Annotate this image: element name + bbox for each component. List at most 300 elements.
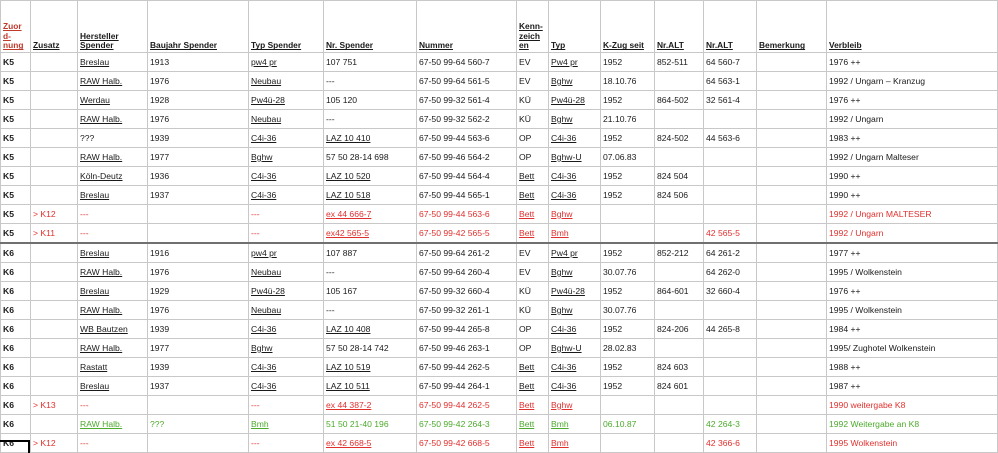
table-cell[interactable]: K6: [1, 434, 31, 453]
table-cell[interactable]: 57 50 28-14 742: [324, 339, 417, 358]
table-cell[interactable]: [757, 415, 827, 434]
table-cell[interactable]: Neubau: [249, 301, 324, 320]
table-cell[interactable]: Bghw: [549, 205, 601, 224]
table-cell[interactable]: Bett: [517, 396, 549, 415]
table-cell[interactable]: 32 660-4: [704, 282, 757, 301]
table-cell[interactable]: 1952: [601, 129, 655, 148]
table-cell[interactable]: 67-50 99-42 668-5: [417, 434, 517, 453]
table-row[interactable]: [1, 320, 998, 339]
table-cell[interactable]: Bett: [517, 415, 549, 434]
table-cell[interactable]: ex42 565-5: [324, 224, 417, 244]
table-cell[interactable]: RAW Halb.: [78, 339, 148, 358]
table-cell[interactable]: [655, 396, 704, 415]
table-cell[interactable]: 1977 ++: [827, 243, 998, 263]
column-header[interactable]: Nr. Spender: [324, 1, 417, 53]
table-cell[interactable]: RAW Halb.: [78, 110, 148, 129]
table-cell[interactable]: EV: [517, 243, 549, 263]
table-cell[interactable]: Bghw-U: [549, 339, 601, 358]
table-cell[interactable]: 64 563-1: [704, 72, 757, 91]
table-cell[interactable]: [757, 167, 827, 186]
table-cell[interactable]: Pw4ü-28: [549, 91, 601, 110]
table-cell[interactable]: 1952: [601, 243, 655, 263]
table-cell[interactable]: 1992 / Ungarn: [827, 224, 998, 244]
table-cell[interactable]: Pw4 pr: [549, 243, 601, 263]
table-cell[interactable]: K6: [1, 358, 31, 377]
table-cell[interactable]: 1952: [601, 167, 655, 186]
table-cell[interactable]: Bett: [517, 186, 549, 205]
table-cell[interactable]: K5: [1, 186, 31, 205]
table-cell[interactable]: C4i-36: [249, 320, 324, 339]
table-cell[interactable]: 1939: [148, 320, 249, 339]
table-cell[interactable]: [655, 205, 704, 224]
table-cell[interactable]: Bmh: [249, 415, 324, 434]
table-cell[interactable]: K5: [1, 205, 31, 224]
table-cell[interactable]: [757, 72, 827, 91]
table-cell[interactable]: 1952: [601, 186, 655, 205]
table-cell[interactable]: C4i-36: [549, 320, 601, 339]
table-cell[interactable]: ex 42 668-5: [324, 434, 417, 453]
table-cell[interactable]: [148, 434, 249, 453]
table-cell[interactable]: RAW Halb.: [78, 148, 148, 167]
table-cell[interactable]: 51 50 21-40 196: [324, 415, 417, 434]
table-cell[interactable]: C4i-36: [549, 377, 601, 396]
table-row[interactable]: [1, 205, 998, 224]
table-cell[interactable]: Bett: [517, 377, 549, 396]
table-cell[interactable]: Bett: [517, 167, 549, 186]
table-row[interactable]: [1, 377, 998, 396]
table-cell[interactable]: 67-50 99-42 565-5: [417, 224, 517, 244]
table-cell[interactable]: [757, 110, 827, 129]
table-cell[interactable]: 1990 weitergabe K8: [827, 396, 998, 415]
table-cell[interactable]: [31, 129, 78, 148]
table-cell[interactable]: [31, 148, 78, 167]
table-cell[interactable]: 852-511: [655, 53, 704, 72]
table-cell[interactable]: EV: [517, 53, 549, 72]
table-cell[interactable]: [704, 301, 757, 320]
table-cell[interactable]: LAZ 10 519: [324, 358, 417, 377]
table-cell[interactable]: 1990 ++: [827, 186, 998, 205]
table-cell[interactable]: 67-50 99-44 565-1: [417, 186, 517, 205]
table-cell[interactable]: 67-50 99-42 264-3: [417, 415, 517, 434]
table-cell[interactable]: [757, 243, 827, 263]
table-cell[interactable]: 1976 ++: [827, 53, 998, 72]
table-cell[interactable]: ---: [324, 110, 417, 129]
table-cell[interactable]: 67-50 99-32 561-4: [417, 91, 517, 110]
table-cell[interactable]: Pw4ü-28: [249, 282, 324, 301]
table-row[interactable]: [1, 129, 998, 148]
table-cell[interactable]: 1995/ Zughotel Wolkenstein: [827, 339, 998, 358]
table-cell[interactable]: K5: [1, 167, 31, 186]
table-cell[interactable]: Bett: [517, 205, 549, 224]
table-row[interactable]: [1, 396, 998, 415]
table-cell[interactable]: 67-50 99-64 260-4: [417, 263, 517, 282]
column-header[interactable]: Nummer: [417, 1, 517, 53]
table-cell[interactable]: ---: [249, 224, 324, 244]
table-cell[interactable]: LAZ 10 520: [324, 167, 417, 186]
table-cell[interactable]: LAZ 10 518: [324, 186, 417, 205]
table-cell[interactable]: [31, 415, 78, 434]
table-cell[interactable]: OP: [517, 148, 549, 167]
table-cell[interactable]: 67-50 99-44 264-1: [417, 377, 517, 396]
table-cell[interactable]: 1928: [148, 91, 249, 110]
table-cell[interactable]: Neubau: [249, 110, 324, 129]
table-cell[interactable]: [757, 129, 827, 148]
table-cell[interactable]: Breslau: [78, 53, 148, 72]
table-cell[interactable]: ex 44 666-7: [324, 205, 417, 224]
column-header[interactable]: Typ Spender: [249, 1, 324, 53]
table-cell[interactable]: 1939: [148, 129, 249, 148]
table-cell[interactable]: C4i-36: [549, 358, 601, 377]
table-row[interactable]: [1, 301, 998, 320]
table-cell[interactable]: 1995 Wolkenstein: [827, 434, 998, 453]
table-cell[interactable]: KÜ: [517, 91, 549, 110]
table-cell[interactable]: [757, 53, 827, 72]
table-cell[interactable]: 1976 ++: [827, 91, 998, 110]
table-cell[interactable]: 1929: [148, 282, 249, 301]
table-cell[interactable]: 1913: [148, 53, 249, 72]
table-cell[interactable]: 1977: [148, 339, 249, 358]
table-cell[interactable]: [31, 377, 78, 396]
table-cell[interactable]: 1977: [148, 148, 249, 167]
table-cell[interactable]: 1995 / Wolkenstein: [827, 301, 998, 320]
table-cell[interactable]: [655, 301, 704, 320]
table-cell[interactable]: [757, 301, 827, 320]
table-cell[interactable]: 67-50 99-46 564-2: [417, 148, 517, 167]
table-cell[interactable]: ---: [324, 263, 417, 282]
table-cell[interactable]: [704, 358, 757, 377]
table-cell[interactable]: [704, 377, 757, 396]
table-cell[interactable]: ---: [249, 205, 324, 224]
table-cell[interactable]: 824 506: [655, 186, 704, 205]
table-cell[interactable]: Bghw: [549, 301, 601, 320]
table-cell[interactable]: 67-50 99-32 562-2: [417, 110, 517, 129]
table-row[interactable]: [1, 339, 998, 358]
table-cell[interactable]: [601, 434, 655, 453]
column-header[interactable]: Nr.ALT: [704, 1, 757, 53]
table-cell[interactable]: [757, 186, 827, 205]
table-cell[interactable]: 28.02.83: [601, 339, 655, 358]
table-cell[interactable]: 1976: [148, 110, 249, 129]
table-cell[interactable]: [31, 358, 78, 377]
table-cell[interactable]: [704, 110, 757, 129]
table-cell[interactable]: ---: [324, 72, 417, 91]
table-cell[interactable]: [31, 91, 78, 110]
table-row[interactable]: [1, 53, 998, 72]
table-cell[interactable]: 1939: [148, 358, 249, 377]
table-cell[interactable]: LAZ 10 408: [324, 320, 417, 339]
table-cell[interactable]: Breslau: [78, 282, 148, 301]
table-cell[interactable]: 67-50 99-44 563-6: [417, 205, 517, 224]
table-cell[interactable]: K6: [1, 263, 31, 282]
table-cell[interactable]: [757, 339, 827, 358]
table-cell[interactable]: 42 366-6: [704, 434, 757, 453]
table-cell[interactable]: C4i-36: [249, 377, 324, 396]
table-cell[interactable]: Neubau: [249, 72, 324, 91]
table-cell[interactable]: C4i-36: [549, 186, 601, 205]
table-cell[interactable]: 67-50 99-64 561-5: [417, 72, 517, 91]
table-cell[interactable]: 67-50 99-44 262-5: [417, 396, 517, 415]
table-cell[interactable]: [655, 263, 704, 282]
table-cell[interactable]: K5: [1, 148, 31, 167]
table-cell[interactable]: OP: [517, 129, 549, 148]
table-cell[interactable]: 105 167: [324, 282, 417, 301]
table-cell[interactable]: > K11: [31, 224, 78, 244]
table-cell[interactable]: Bett: [517, 358, 549, 377]
table-cell[interactable]: 1992 / Ungarn Malteser: [827, 148, 998, 167]
table-cell[interactable]: [148, 224, 249, 244]
table-cell[interactable]: Rastatt: [78, 358, 148, 377]
table-cell[interactable]: [757, 205, 827, 224]
table-cell[interactable]: [704, 167, 757, 186]
table-cell[interactable]: [31, 243, 78, 263]
table-cell[interactable]: ???: [78, 129, 148, 148]
table-cell[interactable]: ---: [78, 434, 148, 453]
table-cell[interactable]: 1995 / Wolkenstein: [827, 263, 998, 282]
table-cell[interactable]: [31, 110, 78, 129]
table-cell[interactable]: 824-206: [655, 320, 704, 339]
table-cell[interactable]: [655, 339, 704, 358]
table-cell[interactable]: 30.07.76: [601, 263, 655, 282]
table-cell[interactable]: K6: [1, 320, 31, 339]
table-cell[interactable]: Neubau: [249, 263, 324, 282]
table-cell[interactable]: K6: [1, 396, 31, 415]
table-row[interactable]: [1, 110, 998, 129]
table-cell[interactable]: 1976: [148, 263, 249, 282]
table-cell[interactable]: [31, 320, 78, 339]
table-cell[interactable]: C4i-36: [249, 167, 324, 186]
column-header[interactable]: Verbleib: [827, 1, 998, 53]
table-cell[interactable]: ---: [249, 434, 324, 453]
table-cell[interactable]: 1992 Weitergabe an K8: [827, 415, 998, 434]
column-header[interactable]: Zusatz: [31, 1, 78, 53]
table-cell[interactable]: RAW Halb.: [78, 263, 148, 282]
table-cell[interactable]: [757, 434, 827, 453]
table-cell[interactable]: [655, 434, 704, 453]
table-cell[interactable]: 107 887: [324, 243, 417, 263]
table-cell[interactable]: 107 751: [324, 53, 417, 72]
table-cell[interactable]: K5: [1, 72, 31, 91]
table-cell[interactable]: 21.10.76: [601, 110, 655, 129]
table-cell[interactable]: K5: [1, 129, 31, 148]
table-cell[interactable]: [31, 282, 78, 301]
table-cell[interactable]: 44 563-6: [704, 129, 757, 148]
table-cell[interactable]: [757, 282, 827, 301]
table-cell[interactable]: 1984 ++: [827, 320, 998, 339]
table-cell[interactable]: EV: [517, 263, 549, 282]
table-cell[interactable]: Pw4ü-28: [549, 282, 601, 301]
table-cell[interactable]: [655, 415, 704, 434]
table-cell[interactable]: Bmh: [549, 415, 601, 434]
table-cell[interactable]: 1937: [148, 186, 249, 205]
table-cell[interactable]: RAW Halb.: [78, 301, 148, 320]
table-cell[interactable]: C4i-36: [249, 186, 324, 205]
table-row[interactable]: [1, 358, 998, 377]
table-cell[interactable]: 32 561-4: [704, 91, 757, 110]
table-row[interactable]: [1, 263, 998, 282]
table-cell[interactable]: LAZ 10 511: [324, 377, 417, 396]
table-cell[interactable]: 1990 ++: [827, 167, 998, 186]
table-cell[interactable]: [704, 339, 757, 358]
table-cell[interactable]: 1952: [601, 91, 655, 110]
table-cell[interactable]: K5: [1, 53, 31, 72]
table-cell[interactable]: Bmh: [549, 434, 601, 453]
table-cell[interactable]: Pw4 pr: [549, 53, 601, 72]
table-cell[interactable]: [655, 72, 704, 91]
table-row[interactable]: [1, 243, 998, 263]
table-cell[interactable]: Bghw: [549, 396, 601, 415]
table-row[interactable]: [1, 148, 998, 167]
table-cell[interactable]: K6: [1, 282, 31, 301]
table-cell[interactable]: Köln-Deutz: [78, 167, 148, 186]
table-cell[interactable]: pw4 pr: [249, 243, 324, 263]
table-cell[interactable]: 67-50 99-44 564-4: [417, 167, 517, 186]
table-cell[interactable]: 824 601: [655, 377, 704, 396]
table-cell[interactable]: 67-50 99-46 263-1: [417, 339, 517, 358]
table-cell[interactable]: 105 120: [324, 91, 417, 110]
table-cell[interactable]: WB Bautzen: [78, 320, 148, 339]
table-cell[interactable]: [757, 224, 827, 244]
table-cell[interactable]: Bghw: [249, 339, 324, 358]
column-header[interactable]: Kenn-zeich en: [517, 1, 549, 53]
column-header[interactable]: Bemerkung: [757, 1, 827, 53]
table-cell[interactable]: 824 603: [655, 358, 704, 377]
table-cell[interactable]: [31, 186, 78, 205]
table-cell[interactable]: 67-50 99-32 261-1: [417, 301, 517, 320]
table-cell[interactable]: [757, 377, 827, 396]
table-cell[interactable]: K5: [1, 110, 31, 129]
table-cell[interactable]: [31, 263, 78, 282]
table-cell[interactable]: 1952: [601, 282, 655, 301]
table-cell[interactable]: C4i-36: [549, 129, 601, 148]
column-header[interactable]: Typ: [549, 1, 601, 53]
table-cell[interactable]: Bett: [517, 434, 549, 453]
table-row[interactable]: [1, 224, 998, 244]
table-cell[interactable]: 852-212: [655, 243, 704, 263]
table-cell[interactable]: KÜ: [517, 301, 549, 320]
table-cell[interactable]: [757, 148, 827, 167]
table-cell[interactable]: ---: [78, 205, 148, 224]
table-cell[interactable]: [704, 396, 757, 415]
table-cell[interactable]: 42 264-3: [704, 415, 757, 434]
table-cell[interactable]: RAW Halb.: [78, 72, 148, 91]
table-cell[interactable]: ---: [324, 301, 417, 320]
table-cell[interactable]: 30.07.76: [601, 301, 655, 320]
table-cell[interactable]: [655, 224, 704, 244]
column-header[interactable]: Zuor d-nung: [1, 1, 31, 53]
table-cell[interactable]: Pw4ü-28: [249, 91, 324, 110]
table-cell[interactable]: 07.06.83: [601, 148, 655, 167]
table-cell[interactable]: 1992 / Ungarn – Kranzug: [827, 72, 998, 91]
table-cell[interactable]: 57 50 28-14 698: [324, 148, 417, 167]
table-cell[interactable]: ???: [148, 415, 249, 434]
table-cell[interactable]: 1976: [148, 72, 249, 91]
table-cell[interactable]: [704, 205, 757, 224]
table-cell[interactable]: [601, 396, 655, 415]
table-cell[interactable]: 67-50 99-64 560-7: [417, 53, 517, 72]
table-cell[interactable]: 67-50 99-64 261-2: [417, 243, 517, 263]
table-cell[interactable]: Bghw: [249, 148, 324, 167]
table-cell[interactable]: [704, 148, 757, 167]
table-cell[interactable]: 67-50 99-44 265-8: [417, 320, 517, 339]
table-cell[interactable]: 1936: [148, 167, 249, 186]
table-cell[interactable]: Breslau: [78, 186, 148, 205]
table-cell[interactable]: 1988 ++: [827, 358, 998, 377]
table-cell[interactable]: 1987 ++: [827, 377, 998, 396]
table-cell[interactable]: ex 44 387-2: [324, 396, 417, 415]
table-cell[interactable]: 864-601: [655, 282, 704, 301]
table-cell[interactable]: EV: [517, 72, 549, 91]
table-cell[interactable]: 824-502: [655, 129, 704, 148]
table-cell[interactable]: [31, 167, 78, 186]
table-cell[interactable]: OP: [517, 339, 549, 358]
table-cell[interactable]: Bmh: [549, 224, 601, 244]
table-cell[interactable]: Bett: [517, 224, 549, 244]
table-cell[interactable]: K6: [1, 415, 31, 434]
table-cell[interactable]: 1916: [148, 243, 249, 263]
table-cell[interactable]: [31, 72, 78, 91]
table-cell[interactable]: [757, 320, 827, 339]
table-cell[interactable]: Breslau: [78, 243, 148, 263]
table-cell[interactable]: [757, 263, 827, 282]
table-cell[interactable]: C4i-36: [549, 167, 601, 186]
table-cell[interactable]: K5: [1, 91, 31, 110]
table-cell[interactable]: 64 560-7: [704, 53, 757, 72]
table-row[interactable]: [1, 434, 998, 453]
table-cell[interactable]: 1937: [148, 377, 249, 396]
table-cell[interactable]: Werdau: [78, 91, 148, 110]
table-cell[interactable]: 64 261-2: [704, 243, 757, 263]
table-cell[interactable]: Bghw: [549, 72, 601, 91]
table-cell[interactable]: K5: [1, 224, 31, 244]
table-cell[interactable]: Bghw: [549, 110, 601, 129]
table-row[interactable]: [1, 282, 998, 301]
table-cell[interactable]: [148, 205, 249, 224]
table-cell[interactable]: > K13: [31, 396, 78, 415]
table-cell[interactable]: 1992 / Ungarn: [827, 110, 998, 129]
table-cell[interactable]: KÜ: [517, 282, 549, 301]
table-cell[interactable]: 864-502: [655, 91, 704, 110]
table-cell[interactable]: 1952: [601, 53, 655, 72]
column-header[interactable]: Baujahr Spender: [148, 1, 249, 53]
table-cell[interactable]: [601, 205, 655, 224]
table-cell[interactable]: [757, 358, 827, 377]
table-cell[interactable]: C4i-36: [249, 129, 324, 148]
table-cell[interactable]: OP: [517, 320, 549, 339]
column-header[interactable]: Nr.ALT: [655, 1, 704, 53]
table-cell[interactable]: Bghw: [549, 263, 601, 282]
table-row[interactable]: [1, 167, 998, 186]
table-cell[interactable]: 67-50 99-44 262-5: [417, 358, 517, 377]
table-cell[interactable]: 06.10.87: [601, 415, 655, 434]
table-cell[interactable]: ---: [78, 396, 148, 415]
table-cell[interactable]: [655, 148, 704, 167]
table-cell[interactable]: > K12: [31, 205, 78, 224]
table-cell[interactable]: [655, 110, 704, 129]
table-cell[interactable]: [148, 396, 249, 415]
table-cell[interactable]: [757, 396, 827, 415]
table-cell[interactable]: > K12: [31, 434, 78, 453]
table-cell[interactable]: Bghw-U: [549, 148, 601, 167]
table-cell[interactable]: Breslau: [78, 377, 148, 396]
table-cell[interactable]: 67-50 99-32 660-4: [417, 282, 517, 301]
table-cell[interactable]: K6: [1, 377, 31, 396]
table-cell[interactable]: 1992 / Ungarn MALTESER: [827, 205, 998, 224]
table-cell[interactable]: 18.10.76: [601, 72, 655, 91]
table-cell[interactable]: 67-50 99-44 563-6: [417, 129, 517, 148]
table-cell[interactable]: ---: [249, 396, 324, 415]
table-cell[interactable]: 42 565-5: [704, 224, 757, 244]
table-cell[interactable]: 1976: [148, 301, 249, 320]
